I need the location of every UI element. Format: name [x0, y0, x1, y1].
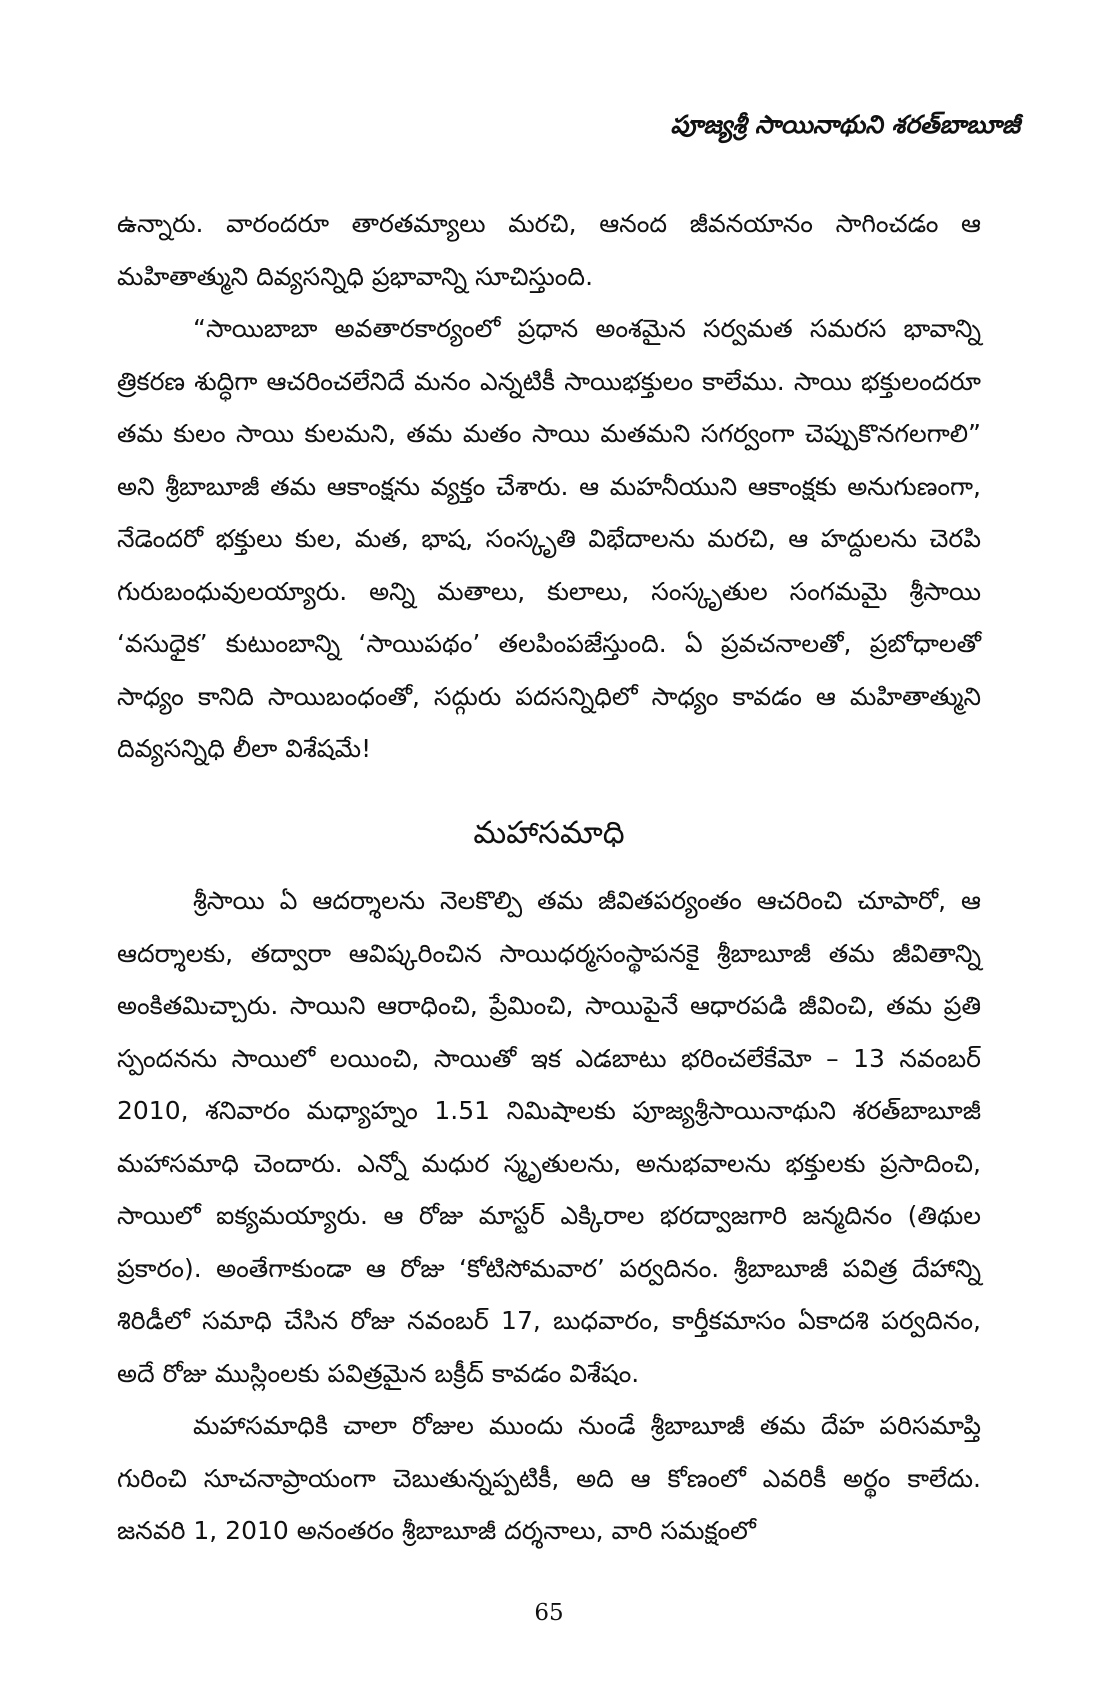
- paragraph: ఉన్నారు. వారందరూ తారతమ్యాలు మరచి, ఆనంద జీవనయానం సాగించడం ఆ మహితాత్ముని దివ్యసన్నిధి ప్రభావాన్ని సూచిస్తుంది.: [117, 209, 981, 291]
- text-block-before-heading: [117, 198, 981, 776]
- paragraph: “సాయిబాబా అవతారకార్యంలో ప్రధాన అంశమైన సర్వమత సమరస భావాన్ని త్రికరణ శుద్ధిగా ఆచరించలేనిదే మనం ఎన్నటికీ సాయిభక్తులం కాలేము. సాయి భక్తులందరూ తమ కులం సాయి కులమని, తమ మతం సాయి మతమని సగర్వంగా చెప్పుకొనగలగాలి” అని శ్రీబాబూజీ తమ ఆకాంక్షను వ్యక్తం చేశారు. ఆ మహనీయుని ఆకాంక్షకు అనుగుణంగా, నేడెందరో భక్తులు కుల, మత, భాష, సంస్కృతి విభేదాలను మరచి, ఆ హద్దులను చెరపి గురుబంధువులయ్యారు. అన్ని మతాలు, కులాలు, సంస్కృతుల సంగమమై శ్రీసాయి ‘వసుధైక’ కుటుంబాన్ని ‘సాయిపథం’ తలపింపజేస్తుంది. ఏ ప్రవచనాలతో, ప్రబోధాలతో సాధ్యం కానిది సాయిబంధంతో, సద్గురు పదసన్నిధిలో సాధ్యం కావడం ఆ మహితాత్ముని దివ్యసన్నిధి లీలా విశేషమే!: [117, 314, 981, 763]
- section-heading: మహాసమాధి: [473, 815, 625, 851]
- text-block-after-heading: [117, 875, 981, 1558]
- paragraph: శ్రీసాయి ఏ ఆదర్శాలను నెలకొల్పి తమ జీవితపర్యంతం ఆచరించి చూపారో, ఆ ఆదర్శాలకు, తద్వారా ఆవిష్కరించిన సాయిధర్మసంస్థాపనకై శ్రీబాబూజీ తమ జీవితాన్ని అంకితమిచ్చారు. సాయిని ఆరాధించి, ప్రేమించి, సాయిపైనే ఆధారపడి జీవించి, తమ ప్రతి స్పందనను సాయిలో లయించి, సాయితో ఇక ఎడబాటు భరించలేకేమో – 13 నవంబర్ 2010, శనివారం మధ్యాహ్నం 1.51 నిమిషాలకు పూజ్యశ్రీసాయినాథుని శరత్‌బాబూజీ మహాసమాధి చెందారు. ఎన్నో మధుర స్మృతులను, అనుభవాలను భక్తులకు ప్రసాదించి, సాయిలో ఐక్యమయ్యారు. ఆ రోజు మాస్టర్ ఎక్కిరాల భరద్వాజగారి జన్మదినం (తిథుల ప్రకారం). అంతేగాకుండా ఆ రోజు ‘కోటిసోమవార’ పర్వదినం. శ్రీబాబూజీ పవిత్ర దేహాన్ని శిరిడీలో సమాధి చేసిన రోజు నవంబర్ 17, బుధవారం, కార్తీకమాసం ఏకాదశి పర్వదినం, అదే రోజు ముస్లింలకు పవిత్రమైన బక్రీద్ కావడం విశేషం.: [117, 886, 981, 1388]
- paragraph: మహాసమాధికి చాలా రోజుల ముందు నుండే శ్రీబాబూజీ తమ దేహ పరిసమాప్తి గురించి సూచనాప్రాయంగా చెబుతున్నప్పటికీ, అది ఆ కోణంలో ఎవరికీ అర్థం కాలేదు. జనవరి 1, 2010 అనంతరం శ్రీబాబూజీ దర్శనాలు, వారి సమక్షంలో: [117, 1411, 981, 1545]
- running-header: పూజ్యశ్రీ సాయినాథుని శరత్‌బాబూజీ: [670, 110, 1020, 139]
- page-number: 65: [534, 1600, 564, 1626]
